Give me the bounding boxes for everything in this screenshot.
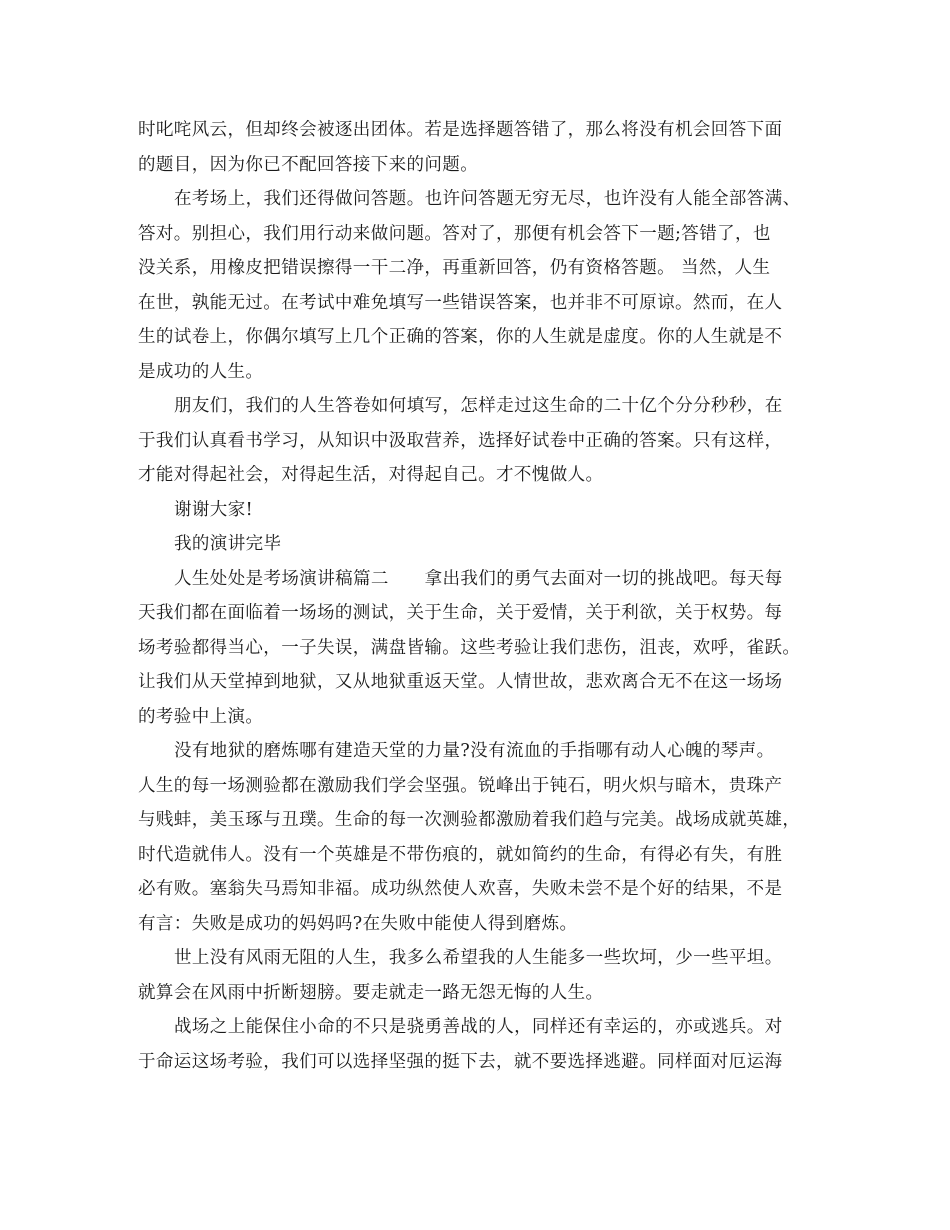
text-line: 人生处处是考场演讲稿篇二 拿出我们的勇气去面对一切的挑战吧。每天每 xyxy=(174,568,783,589)
text-line: 人生的每一场测验都在激励我们学会坚强。锐峰出于钝石，明火炽与暗木，贵珠产 xyxy=(138,775,783,796)
text-line: 朋友们，我们的人生答卷如何填写，怎样走过这生命的二十亿个分分秒秒，在 xyxy=(174,396,783,416)
text-line: 时叱咤风云，但却终会被逐出团体。若是选择题答错了，那么将没有机会回答下面 xyxy=(138,120,783,140)
text-line: 答对。别担心，我们用行动来做问题。答对了，那便有机会答下一题;答错了，也 xyxy=(138,223,771,244)
text-line: 必有败。塞翁失马焉知非福。成功纵然使人欢喜，失败未尝不是个好的结果，不是 xyxy=(138,879,783,899)
text-line: 时代造就伟人。没有一个英雄是不带伤痕的，就如简约的生命，有得必有失，有胜 xyxy=(138,844,783,865)
text-line: 场考验都得当心，一子失误，满盘皆输。这些考验让我们悲伤，沮丧，欢呼，雀跃。 xyxy=(138,637,801,658)
text-line: 与贱蚌，美玉琢与丑璞。生命的每一次测验都激励着我们趋与完美。战场成就英雄， xyxy=(138,810,801,830)
text-line: 世上没有风雨无阻的人生，我多么希望我的人生能多一些坎坷，少一些平坦。 xyxy=(174,948,783,968)
text-line: 没有地狱的磨炼哪有建造天堂的力量?没有流血的手指哪有动人心魄的琴声。 xyxy=(174,741,775,761)
text-line: 生的试卷上，你偶尔填写上几个正确的答案，你的人生就是虚度。你的人生就是不 xyxy=(138,327,783,347)
text-line: 天我们都在面临着一场场的测试，关于生命，关于爱情，关于利欲，关于权势。每 xyxy=(138,603,783,623)
text-line: 在世，孰能无过。在考试中难免填写一些错误答案，也并非不可原谅。然而，在人 xyxy=(138,292,783,313)
text-line: 的考验中上演。 xyxy=(138,706,264,727)
text-line: 没关系，用橡皮把错误擦得一干二净，再重新回答，仍有资格答题。 当然，人生 xyxy=(138,258,771,278)
text-line: 战场之上能保住小命的不只是骁勇善战的人，同样还有幸运的，亦或逃兵。对 xyxy=(174,1017,783,1037)
text-line: 是成功的人生。 xyxy=(138,361,264,382)
text-line: 让我们从天堂掉到地狱，又从地狱重返天堂。人情世故，悲欢离合无不在这一场场 xyxy=(138,672,783,692)
text-line: 我的演讲完毕 xyxy=(174,534,282,554)
text-line: 谢谢大家! xyxy=(174,499,254,520)
text-line: 于命运这场考验，我们可以选择坚强的挺下去，就不要选择逃避。同样面对厄运海 xyxy=(138,1051,783,1072)
text-line: 的题目，因为你已不配回答接下来的问题。 xyxy=(138,154,479,175)
text-line: 才能对得起社会，对得起生活，对得起自己。才不愧做人。 xyxy=(138,465,604,485)
text-line: 有言：失败是成功的妈妈吗?在失败中能使人得到磨炼。 xyxy=(138,913,578,934)
text-line: 就算会在风雨中折断翅膀。要走就走一路无怨无悔的人生。 xyxy=(138,982,604,1003)
body-text xyxy=(138,113,828,1079)
text-line: 于我们认真看书学习，从知识中汲取营养，选择好试卷中正确的答案。只有这样， xyxy=(138,430,783,451)
text-line: 在考场上，我们还得做问答题。也许问答题无穷无尽，也许没有人能全部答满、 xyxy=(174,189,801,209)
